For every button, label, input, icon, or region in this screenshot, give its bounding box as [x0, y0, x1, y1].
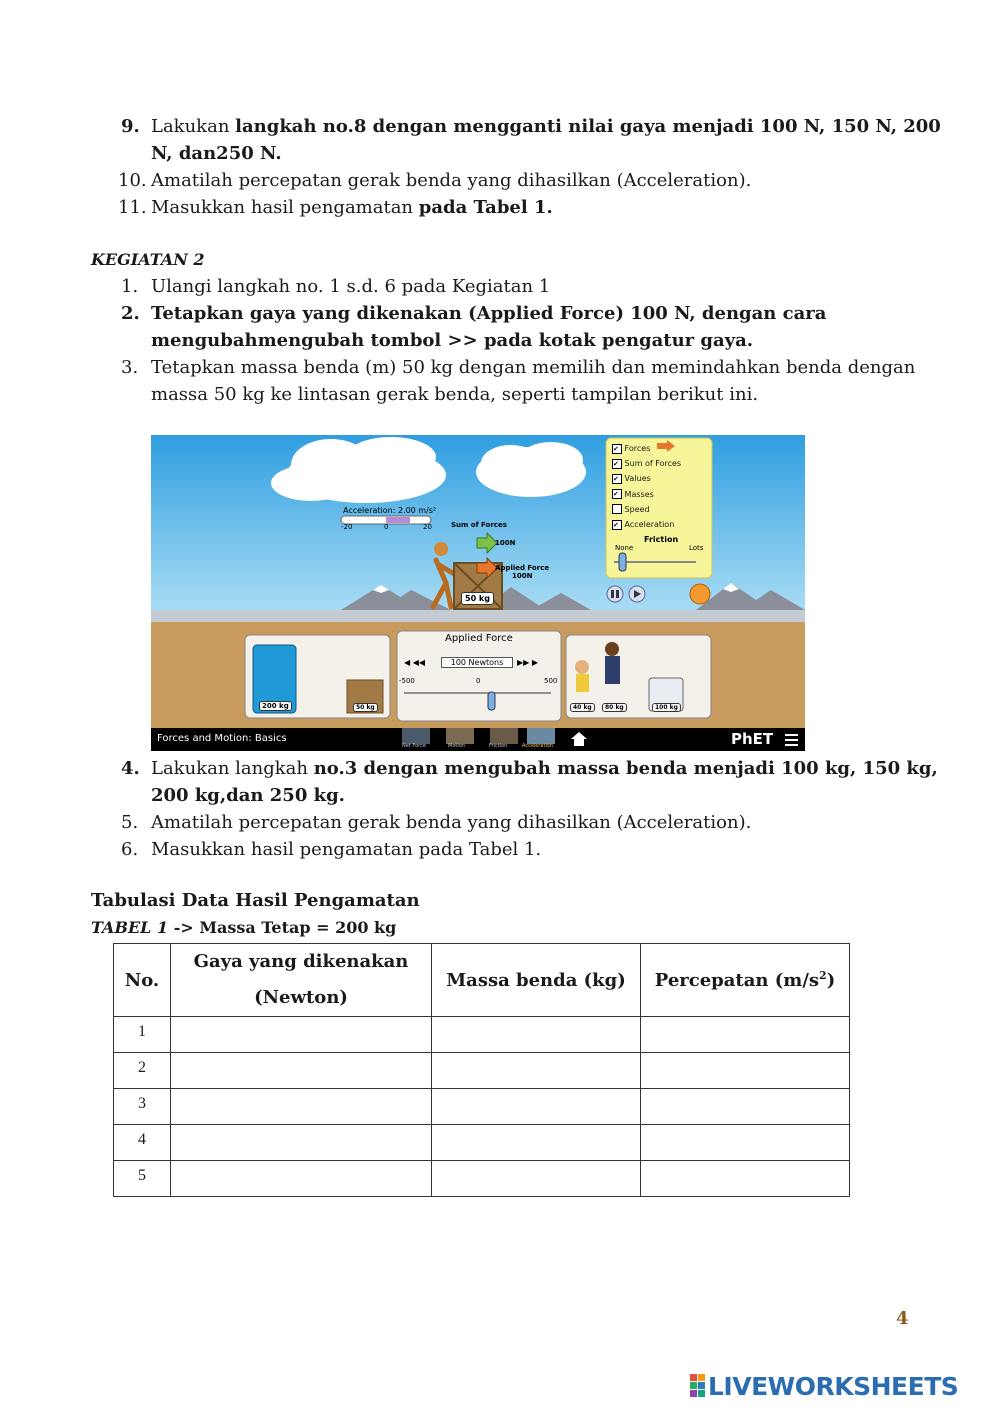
header-mass: Massa benda (kg): [432, 944, 641, 1017]
force-cell[interactable]: [171, 1161, 432, 1197]
friction-label: Friction: [644, 535, 679, 544]
acceleration-cell[interactable]: [641, 1125, 850, 1161]
table-row: [114, 1089, 850, 1125]
force-cell[interactable]: [171, 1125, 432, 1161]
step-number: 3.: [121, 357, 139, 378]
acceleration-cell[interactable]: [641, 1161, 850, 1197]
step-text-bold: langkah no.8 dengan mengganti nilai gaya menjadi 100 N, 150 N, 200: [235, 116, 941, 137]
man-80kg[interactable]: [605, 642, 619, 656]
table-row: [114, 1161, 850, 1197]
k2-step-6: [0, 836, 999, 863]
friction-lots: Lots: [689, 544, 704, 552]
step-number: 10.: [118, 170, 147, 191]
row-number: 1: [114, 1017, 171, 1053]
force-step-buttons-left[interactable]: ◀ ◀◀: [404, 658, 425, 667]
mass-cell[interactable]: [432, 1053, 641, 1089]
step-9: [0, 113, 999, 140]
k2-step-4: [0, 755, 999, 782]
tab-friction[interactable]: Friction: [489, 743, 508, 749]
track: [151, 610, 805, 622]
liveworksheets-watermark: [690, 1372, 990, 1404]
section-title: KEGIATAN 2: [91, 250, 205, 269]
force-cell[interactable]: [171, 1089, 432, 1125]
row-number: 2: [114, 1053, 171, 1089]
step-text-bold: 200 kg,dan 250 kg.: [151, 785, 345, 806]
check-icon: ✔: [612, 474, 622, 484]
step-text: Tetapkan massa benda (m) 50 kg dengan memilih dan memindahkan benda dengan: [151, 357, 916, 378]
header-acceleration: Percepatan $(m/s^2)$: [641, 944, 850, 1017]
phet-logo[interactable]: PhET: [731, 730, 774, 748]
checkbox-values[interactable]: ✔ Values: [613, 474, 651, 484]
step-11: [0, 194, 999, 221]
crate-mass-label: 50 kg: [461, 592, 494, 605]
step-10: [0, 167, 999, 194]
pause-button[interactable]: [607, 586, 623, 602]
checkbox-masses[interactable]: ✔ Masses: [613, 489, 654, 499]
step-text-bold: no.3 dengan mengubah massa benda menjadi 100 kg, 150 kg,: [313, 758, 938, 779]
step-number: 11.: [118, 197, 147, 218]
acceleration-cell[interactable]: [641, 1053, 850, 1089]
step-number: 4.: [121, 758, 140, 779]
step-text: Ulangi langkah no. 1 s.d. 6 pada Kegiatan 1: [151, 276, 551, 297]
check-icon: ✔: [612, 459, 622, 469]
force-value-box[interactable]: 100 Newtons: [441, 657, 513, 668]
check-icon: ✔: [612, 444, 622, 454]
step-number: 1.: [121, 276, 139, 297]
watermark-text: LIVEWORKSHEETS: [708, 1372, 959, 1401]
step-text: Amatilah percepatan gerak benda yang dihasilkan (Acceleration).: [151, 170, 752, 191]
check-icon: ✔: [612, 489, 622, 499]
acceleration-meter-fill: [386, 517, 410, 523]
acceleration-label: Acceleration: 2.00 m/s²: [343, 506, 437, 515]
k2-step-4-cont: [151, 782, 345, 809]
step-number: 5.: [121, 812, 139, 833]
friction-none: None: [615, 544, 634, 552]
accel-tick-min: -20: [341, 523, 353, 531]
k2-step-2-cont: [151, 327, 753, 354]
sum-of-forces-value: 100N: [495, 539, 516, 547]
table-caption-text: -> Massa Tetap = 200 kg: [168, 918, 397, 937]
tabulation-title: Tabulasi Data Hasil Pengamatan: [91, 890, 420, 911]
k2-step-2: [0, 300, 999, 327]
phet-simulation-screenshot: [151, 435, 805, 751]
checkbox-speed[interactable]: Speed: [612, 502, 681, 517]
k2-step-1: [0, 273, 999, 300]
row-number: 4: [114, 1125, 171, 1161]
k2-step-3: [0, 354, 999, 381]
mass-label-80kg: 80 kg: [602, 703, 627, 712]
force-cell[interactable]: [171, 1017, 432, 1053]
mass-label-200kg: 200 kg: [259, 701, 292, 711]
mass-label-50kg: 50 kg: [353, 703, 378, 712]
step-text: Lakukan langkah: [151, 758, 314, 779]
header-force-line2: (Newton): [254, 987, 348, 1008]
applied-force-label: Applied Force: [495, 564, 550, 572]
tab-net-force[interactable]: Net Force: [402, 743, 426, 749]
step-text: massa 50 kg ke lintasan gerak benda, seperti tampilan berikut ini.: [151, 384, 759, 405]
row-number: 5: [114, 1161, 171, 1197]
menu-icon[interactable]: [785, 734, 798, 746]
applied-force-panel: [397, 631, 561, 721]
friction-slider-thumb[interactable]: [619, 553, 626, 571]
accel-tick-max: 20: [423, 523, 432, 531]
step-text: Masukkan hasil pengamatan: [151, 197, 419, 218]
step-text-bold: pada Tabel 1.: [418, 197, 553, 218]
girl-40kg[interactable]: [575, 660, 589, 674]
step-text-bold: mengubahmengubah tombol >> pada kotak pengatur gaya.: [151, 330, 754, 351]
app-title: Forces and Motion: Basics: [157, 733, 287, 744]
mass-label-40kg: 40 kg: [570, 703, 595, 712]
step-text: Masukkan hasil pengamatan pada Tabel 1.: [151, 839, 542, 860]
empty-checkbox-icon: [612, 504, 622, 514]
checkbox-list: [612, 441, 681, 532]
force-cell[interactable]: [171, 1053, 432, 1089]
row-number: 3: [114, 1089, 171, 1125]
k2-step-5: [0, 809, 999, 836]
table-header-row: [114, 944, 850, 1017]
cloud-right: [476, 442, 586, 497]
applied-force-value: 100N: [512, 572, 533, 580]
force-tick-min: -500: [399, 677, 415, 685]
force-step-buttons-right[interactable]: ▶▶ ▶: [517, 658, 538, 667]
acceleration-cell[interactable]: [641, 1089, 850, 1125]
step-text-bold: N, dan250 N.: [151, 143, 282, 164]
header-force-line1: Gaya yang dikenakan: [193, 951, 409, 972]
check-icon: ✔: [612, 520, 622, 530]
page-number: 4: [896, 1308, 909, 1329]
mass-cell[interactable]: [432, 1017, 641, 1053]
mass-label-100kg: 100 kg: [652, 703, 681, 712]
force-tick-max: 500: [544, 677, 558, 685]
k2-step-3-cont: [151, 381, 758, 408]
header-force: [171, 944, 432, 1017]
tab-acceleration[interactable]: Acceleration: [522, 743, 554, 749]
step-text: Lakukan: [151, 116, 236, 137]
step-9-cont: [151, 140, 282, 167]
table-row: [114, 1125, 850, 1161]
mass-cell[interactable]: [432, 1161, 641, 1197]
step-number: 2.: [121, 303, 140, 324]
checkbox-sum-of-forces[interactable]: ✔ Sum of Forces: [613, 459, 682, 469]
checkbox-forces[interactable]: ✔ Forces: [613, 444, 651, 453]
table-caption: [91, 918, 396, 937]
force-panel-title: Applied Force: [445, 633, 513, 644]
acceleration-cell[interactable]: [641, 1017, 850, 1053]
accel-tick-zero: 0: [384, 523, 389, 531]
mass-cell[interactable]: [432, 1125, 641, 1161]
observation-table: [113, 943, 850, 1197]
table-caption-label: TABEL 1: [91, 918, 169, 937]
header-no: No.: [114, 944, 171, 1017]
checkbox-acceleration[interactable]: ✔ Acceleration: [613, 520, 675, 530]
force-tick-zero: 0: [476, 677, 481, 685]
tab-motion[interactable]: Motion: [448, 743, 465, 749]
step-number: 6.: [121, 839, 139, 860]
mass-cell[interactable]: [432, 1089, 641, 1125]
step-text-bold: Tetapkan gaya yang dikenakan (Applied Force) 100 N, dengan cara: [151, 303, 827, 324]
table-row: [114, 1053, 850, 1089]
pusher-head: [434, 542, 448, 556]
step-number: 9.: [121, 116, 140, 137]
table-row: [114, 1017, 850, 1053]
force-slider-thumb[interactable]: [488, 692, 495, 710]
reset-button[interactable]: [690, 584, 710, 604]
sum-of-forces-label: Sum of Forces: [451, 521, 507, 529]
step-text: Amatilah percepatan gerak benda yang dihasilkan (Acceleration).: [151, 812, 752, 833]
